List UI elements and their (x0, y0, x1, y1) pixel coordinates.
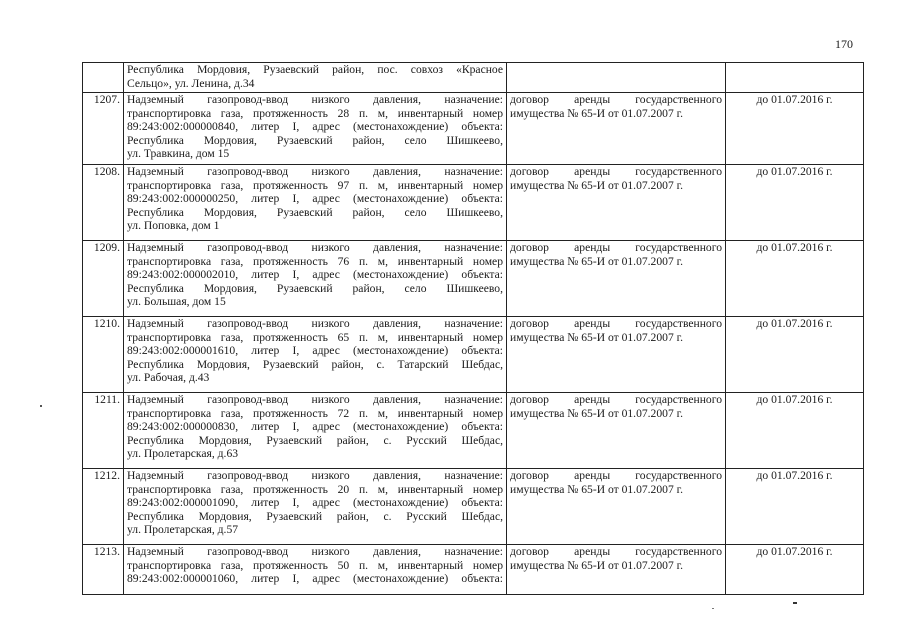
cell-description (124, 165, 507, 241)
cell-description (124, 469, 507, 545)
description-line: Республика Мордовия, Рузаевский район, село Шишкеево, (127, 205, 503, 219)
cell-term: до 01.07.2016 г. (726, 545, 864, 595)
cell-description (124, 93, 507, 165)
cell-number (83, 63, 124, 93)
description-line: ул. Рабочая, д.43 (127, 371, 210, 384)
description-line: Республика Мордовия, Рузаевский район, село Шишкеево, (127, 281, 503, 295)
description-line: Республика Мордовия, Рузаевский район, с. Русский Шебдас, (127, 433, 503, 447)
description-line: 89:243:002:000000830, литер I, адрес (местонахождение) объекта: (127, 420, 503, 433)
document-line: имущества № 65-И от 01.07.2007 г. (510, 330, 683, 344)
description-line: 89:243:002:000000250, литер I, адрес (местонахождение) объекта: (127, 192, 503, 205)
table-row-continuation (83, 63, 864, 93)
cell-number: 1210. (83, 317, 124, 393)
description-line: 89:243:002:000001090, литер I, адрес (местонахождение) объекта: (127, 496, 503, 509)
cell-number: 1213. (83, 545, 124, 595)
document-line: договор аренды государственного (510, 165, 722, 178)
document-line: имущества № 65-И от 01.07.2007 г. (510, 406, 683, 420)
table-row (83, 317, 864, 393)
cell-number: 1209. (83, 241, 124, 317)
cell-document (507, 63, 726, 93)
description-line: ул. Поповка, дом 1 (127, 219, 220, 232)
description-line: транспортировка газа, протяженность 72 п. м, инвентарный номер (127, 406, 503, 420)
cell-term: до 01.07.2016 г. (726, 317, 864, 393)
cell-term (726, 63, 864, 93)
cell-number: 1212. (83, 469, 124, 545)
cell-term: до 01.07.2016 г. (726, 93, 864, 165)
cell-document (507, 545, 726, 595)
document-line: имущества № 65-И от 01.07.2007 г. (510, 254, 683, 268)
description-line: 89:243:002:000002010, литер I, адрес (местонахождение) объекта: (127, 268, 503, 281)
cell-document (507, 469, 726, 545)
document-line: договор аренды государственного (510, 317, 722, 330)
property-register-table (82, 62, 864, 595)
cell-description (124, 317, 507, 393)
description-line: ул. Большая, дом 15 (127, 295, 226, 308)
scan-speck (793, 602, 797, 604)
cell-document (507, 317, 726, 393)
description-line: Надземный газопровод-ввод низкого давления, назначение: (127, 393, 503, 406)
document-line: договор аренды государственного (510, 93, 722, 106)
table-row (83, 241, 864, 317)
scan-speck (712, 608, 714, 609)
description-line: транспортировка газа, протяженность 65 п. м, инвентарный номер (127, 330, 503, 344)
description-line: Республика Мордовия, Рузаевский район, пос. совхоз «Красное (127, 63, 503, 76)
document-line: договор аренды государственного (510, 393, 722, 406)
table-row (83, 393, 864, 469)
table-row (83, 545, 864, 595)
cell-number: 1207. (83, 93, 124, 165)
document-line: имущества № 65-И от 01.07.2007 г. (510, 482, 683, 496)
document-line: договор аренды государственного (510, 241, 722, 254)
cell-description (124, 545, 507, 595)
cell-term: до 01.07.2016 г. (726, 393, 864, 469)
description-line: Республика Мордовия, Рузаевский район, село Шишкеево, (127, 133, 503, 147)
page-number: 170 (835, 37, 853, 51)
table-row (83, 93, 864, 165)
document-line: имущества № 65-И от 01.07.2007 г. (510, 558, 683, 572)
description-line: Надземный газопровод-ввод низкого давления, назначение: (127, 165, 503, 178)
description-line: Надземный газопровод-ввод низкого давления, назначение: (127, 93, 503, 106)
cell-description (124, 393, 507, 469)
description-line: Сельцо», ул. Ленина, д.34 (127, 76, 255, 90)
description-line: 89:243:002:000001610, литер I, адрес (местонахождение) объекта: (127, 344, 503, 357)
cell-document (507, 165, 726, 241)
cell-document (507, 241, 726, 317)
description-line: Республика Мордовия, Рузаевский район, с. Русский Шебдас, (127, 509, 503, 523)
description-line: ул. Пролетарская, д.63 (127, 447, 239, 460)
description-line: Надземный газопровод-ввод низкого давления, назначение: (127, 317, 503, 330)
cell-term: до 01.07.2016 г. (726, 165, 864, 241)
description-line: Республика Мордовия, Рузаевский район, с. Татарский Шебдас, (127, 357, 503, 371)
description-line: транспортировка газа, протяженность 20 п. м, инвентарный номер (127, 482, 503, 496)
description-line: транспортировка газа, протяженность 50 п. м, инвентарный номер (127, 558, 503, 572)
cell-document (507, 393, 726, 469)
cell-description (124, 241, 507, 317)
cell-description (124, 63, 507, 93)
cell-term: до 01.07.2016 г. (726, 241, 864, 317)
cell-number: 1211. (83, 393, 124, 469)
scan-speck (40, 405, 42, 407)
cell-number: 1208. (83, 165, 124, 241)
description-line: Надземный газопровод-ввод низкого давления, назначение: (127, 241, 503, 254)
document-line: имущества № 65-И от 01.07.2007 г. (510, 106, 683, 120)
cell-document (507, 93, 726, 165)
document-line: имущества № 65-И от 01.07.2007 г. (510, 178, 683, 192)
cell-term: до 01.07.2016 г. (726, 469, 864, 545)
description-line: Надземный газопровод-ввод низкого давления, назначение: (127, 545, 503, 558)
document-line: договор аренды государственного (510, 545, 722, 558)
description-line: ул. Пролетарская, д.57 (127, 523, 239, 536)
description-line: транспортировка газа, протяженность 28 п. м, инвентарный номер (127, 106, 503, 120)
document-line: договор аренды государственного (510, 469, 722, 482)
description-line: 89:243:002:000000840, литер I, адрес (местонахождение) объекта: (127, 120, 503, 133)
register-body (83, 63, 864, 595)
table-row (83, 469, 864, 545)
description-line: транспортировка газа, протяженность 97 п. м, инвентарный номер (127, 178, 503, 192)
description-line: ул. Травкина, дом 15 (127, 147, 230, 160)
description-line: Надземный газопровод-ввод низкого давления, назначение: (127, 469, 503, 482)
description-line: 89:243:002:000001060, литер I, адрес (местонахождение) объекта: (127, 572, 503, 585)
table-row (83, 165, 864, 241)
description-line: транспортировка газа, протяженность 76 п. м, инвентарный номер (127, 254, 503, 268)
